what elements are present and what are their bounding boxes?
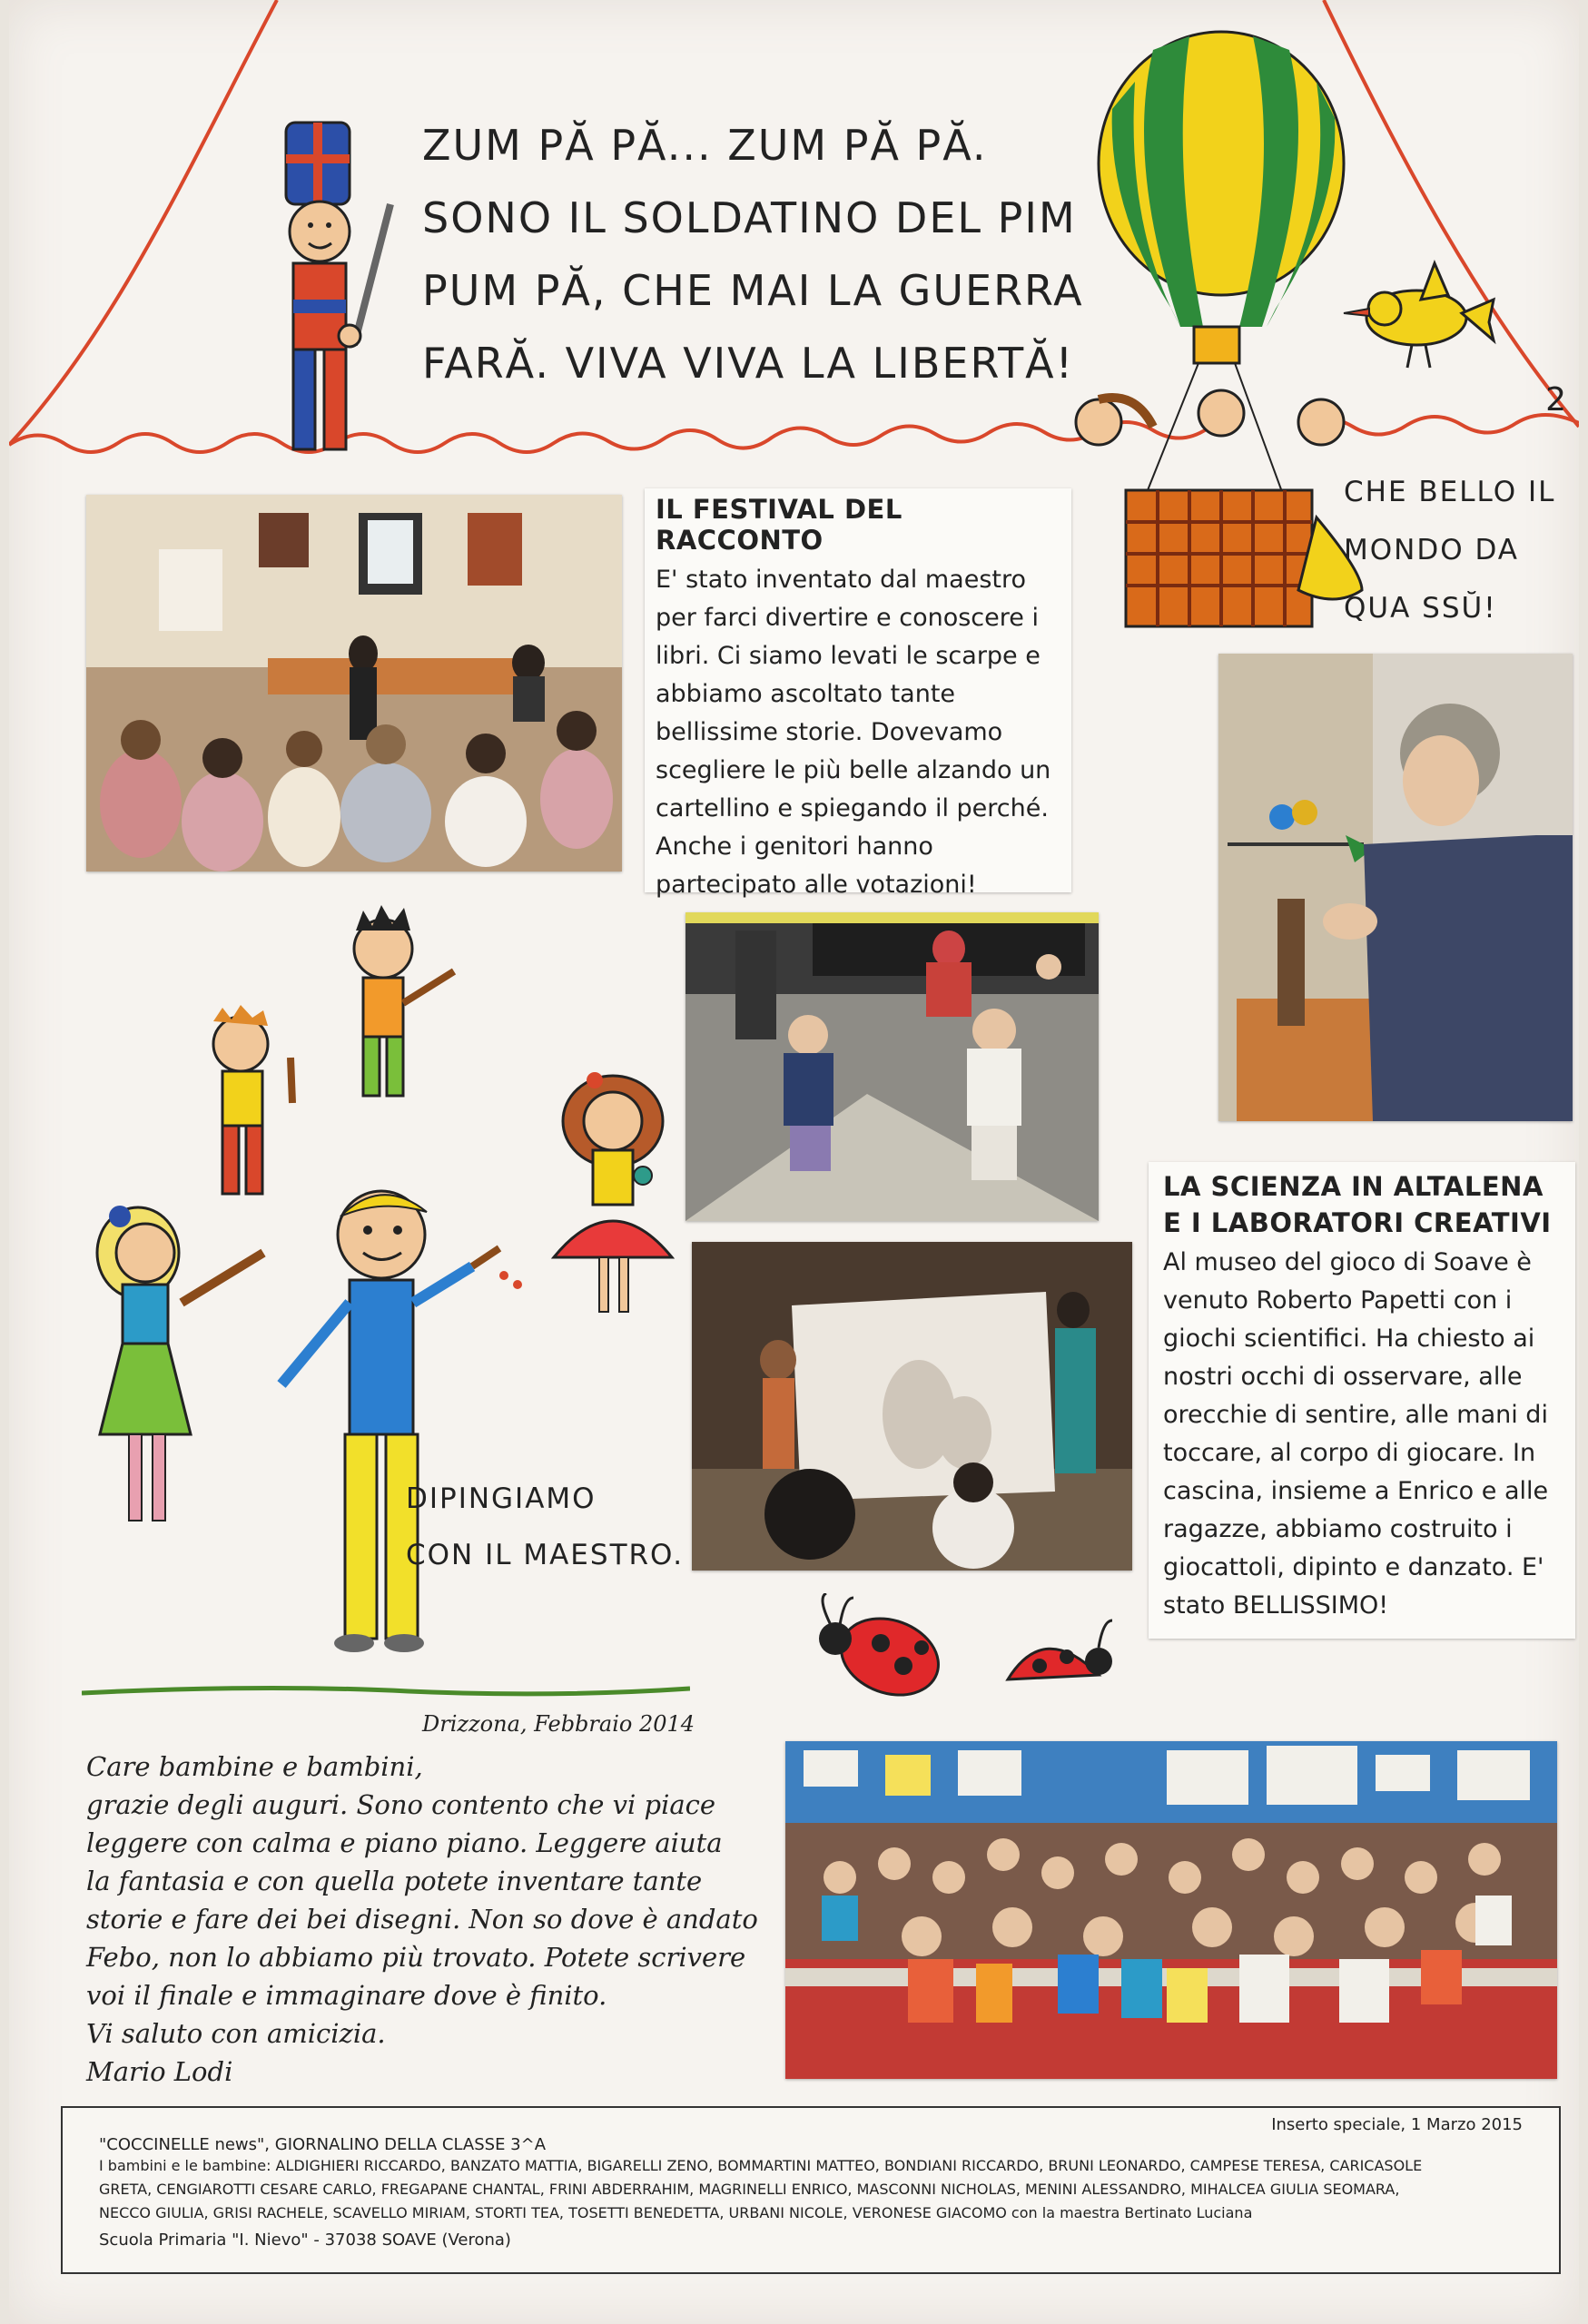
balloon-caption-line: MONDO DA xyxy=(1344,534,1519,566)
toy-soldier-drawing xyxy=(268,118,413,463)
edition-date: Inserto speciale, 1 Marzo 2015 xyxy=(1271,2115,1523,2134)
festival-article xyxy=(645,488,1071,899)
letter-line: leggere con calma e piano piano. Leggere aiuta xyxy=(86,1827,723,1858)
letter-line: grazie degli auguri. Sono contento che vi piace xyxy=(86,1789,716,1820)
page-number: 2 xyxy=(1545,381,1568,419)
science-presenter-photo xyxy=(1218,654,1573,1121)
newsletter-footer xyxy=(61,2106,1561,2274)
class-names-line: GRETA, CENGIAROTTI CESARE CARLO, FREGAPANE CHANTAL, FRINI ABDERRAHIM, MAGRINELLI ENRICO, MASCONNI NICHOLAS, MENINI ALESSANDRO, MIHALCEA GIULIA SEOMARA, xyxy=(99,2181,1400,2198)
letter-line: voi il finale e immaginare dove è finito. xyxy=(86,1980,607,2011)
headline-line: FARĂ. VIVA VIVA LA LIBERTĂ! xyxy=(422,339,1075,388)
festival-title: IL FESTIVAL DEL RACCONTO xyxy=(656,494,902,556)
letter-line: Febo, non lo abbiamo più trovato. Potete scrivere xyxy=(86,1942,746,1973)
science-title-line: LA SCIENZA IN ALTALENA xyxy=(1163,1171,1544,1202)
class-names-line: I bambini e le bambine: ALDIGHIERI RICCARDO, BANZATO MATTIA, BIGARELLI ZENO, BOMMARTINI MATTEO, BONDIANI RICCARDO, BRUNI LEONARDO, CAMPESE TERESA, CARICASOLE xyxy=(99,2157,1423,2174)
science-article xyxy=(1149,1162,1575,1639)
headline-line: ZUM PĂ PĂ... ZUM PĂ PĂ. xyxy=(422,121,988,170)
storytelling-photo xyxy=(86,495,622,872)
letter-dateline: Drizzona, Febbraio 2014 xyxy=(422,1711,695,1737)
letter-line: la fantasia e con quella potete inventare tante xyxy=(86,1866,703,1896)
class-photo xyxy=(785,1741,1557,2079)
headline-line: PUM PĂ, CHE MAI LA GUERRA xyxy=(422,266,1084,315)
science-body: Al museo del gioco di Soave è venuto Roberto Papetti con i giochi scientifici. Ha chiesto ai nostri occhi di osservare, alle orecchie di sentire, alle mani di toccare, al corpo di giocare. In cascina, insieme a Enrico e alle ragazze, abbiamo costruito i giocattoli, dipinto e danzato. E' stato BELLISSIMO! xyxy=(1163,1248,1549,1620)
school-address: Scuola Primaria "I. Nievo" - 37038 SOAVE (Verona) xyxy=(99,2230,511,2250)
ladybugs-drawing xyxy=(799,1593,1126,1720)
class-names-line: NECCO GIULIA, GRISI RACHELE, SCAVELLO MIRIAM, STORTI TEA, TOSETTI BENEDETTA, URBANI NICOLE, VERONESE GIACOMO con la maestra Bertinato Luciana xyxy=(99,2204,1253,2221)
painting-caption-line: DIPINGIAMO xyxy=(406,1482,597,1515)
headline-line: SONO IL SOLDATINO DEL PIM xyxy=(422,193,1077,242)
painting-caption-line: CON IL MAESTRO. xyxy=(406,1539,685,1571)
balloon-caption-line: QUA SSŬ! xyxy=(1344,592,1497,625)
newsletter-title: "COCCINELLE news", GIORNALINO DELLA CLASSE 3^A xyxy=(99,2135,547,2154)
kids-playing-photo xyxy=(686,912,1099,1221)
painting-children-drawing xyxy=(82,894,690,1711)
balloon-caption-line: CHE BELLO IL xyxy=(1344,476,1556,508)
letter-signature: Mario Lodi xyxy=(86,2056,233,2087)
letter-line: Care bambine e bambini, xyxy=(86,1751,423,1782)
science-title-line: E I LABORATORI CREATIVI xyxy=(1163,1207,1552,1238)
yellow-bird-drawing xyxy=(1335,259,1498,377)
shadow-theater-photo xyxy=(692,1242,1132,1571)
letter-line: Vi saluto con amicizia. xyxy=(86,2018,386,2049)
letter-line: storie e fare dei bei disegni. Non so dove è andato xyxy=(86,1904,758,1935)
newsletter-page xyxy=(9,0,1579,2324)
festival-body: E' stato inventato dal maestro per farci divertire e conoscere i libri. Ci siamo levati le scarpe e abbiamo ascoltato tante bellissime storie. Dovevamo scegliere le più belle alzando un cartellino e spiegando il perché. Anche i genitori hanno partecipato alle votazioni! xyxy=(656,566,1051,899)
mario-lodi-letter xyxy=(86,1748,758,2091)
